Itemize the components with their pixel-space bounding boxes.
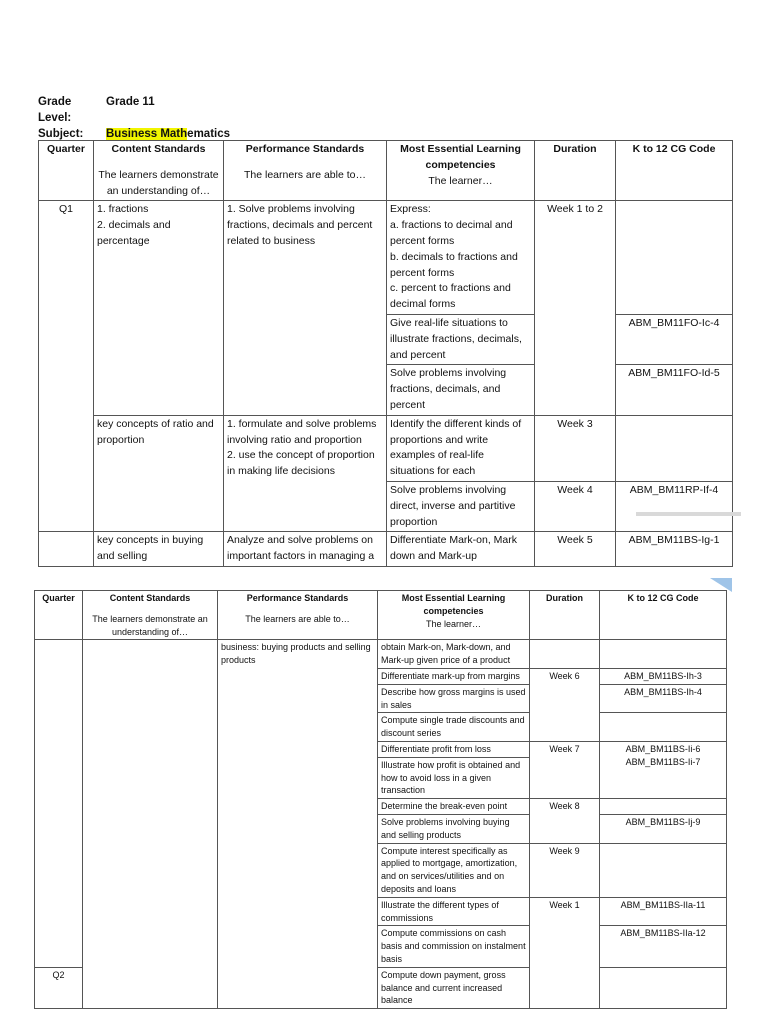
code-cell	[600, 741, 727, 798]
table-row	[35, 640, 727, 669]
header-quarter: Quarter	[35, 591, 83, 640]
performance-item: 2. use the concept of proportion in making life decisions	[227, 449, 375, 478]
melc-cell: Solve problems involving direct, inverse and partitive proportion	[387, 481, 535, 531]
header-melc-sub: The learner…	[428, 174, 493, 187]
content-standard-cell: key concepts of ratio and proportion	[94, 415, 224, 532]
header-duration: Duration	[530, 591, 600, 640]
header-performance-title: Performance Standards	[245, 143, 365, 155]
duration-cell: Week 1	[530, 897, 600, 1008]
melc-cell: Compute interest specifically as applied to mortgage, amortization, and on services/utilities and on deposits and loans	[378, 843, 530, 897]
code-line: ABM_BM11BS-Ii-6	[625, 743, 701, 754]
quarter-cell	[39, 415, 94, 532]
performance-item: 1. formulate and solve problems involving ratio and proportion	[227, 417, 377, 446]
header-melc-title: Most Essential Learning competencies	[400, 143, 521, 171]
code-cell	[600, 967, 727, 1008]
subject-highlight: Business Math	[106, 128, 188, 140]
melc-line: Express:	[390, 203, 431, 216]
header-content-standards	[83, 591, 218, 640]
melc-cell: Solve problems involving fractions, decimals, and percent	[387, 365, 535, 415]
melc-cell: Compute single trade discounts and discount series	[378, 713, 530, 742]
melc-cell: Illustrate the different types of commissions	[378, 897, 530, 926]
page-two	[0, 575, 768, 1024]
code-cell	[600, 843, 727, 897]
grade-level-label: Grade Level:	[38, 96, 72, 124]
duration-cell: Week 9	[530, 843, 600, 897]
melc-cell	[387, 201, 535, 315]
melc-cell: Give real-life situations to illustrate fractions, decimals, and percent	[387, 314, 535, 364]
performance-standard-cell: business: buying products and selling products	[218, 640, 378, 1009]
duration-cell: Week 6	[530, 668, 600, 741]
grade-level-value: Grade 11	[106, 96, 155, 108]
table-row	[39, 415, 733, 481]
page-shadow	[636, 512, 741, 516]
header-content-sub: The learners demonstrate an understanding of…	[98, 168, 219, 197]
header-performance-sub: The learners are able to…	[244, 168, 366, 181]
code-cell	[600, 799, 727, 815]
header-performance-standards	[218, 591, 378, 640]
duration-cell: Week 5	[535, 532, 616, 567]
header-content-standards	[94, 141, 224, 201]
duration-cell: Week 3	[535, 415, 616, 481]
header-duration: Duration	[535, 141, 616, 201]
code-cell: ABM_BM11BS-IIa-11	[600, 897, 727, 926]
melc-cell: Compute commissions on cash basis and commission on instalment basis	[378, 926, 530, 967]
melc-cell: Differentiate mark-up from margins	[378, 668, 530, 684]
header-content-title: Content Standards	[109, 593, 191, 603]
header-code: K to 12 CG Code	[616, 141, 733, 201]
code-cell: ABM_BM11BS-IIa-12	[600, 926, 727, 967]
duration-cell	[530, 640, 600, 669]
melc-line: b. decimals to fractions and percent forms	[390, 250, 518, 279]
melc-cell: Differentiate Mark-on, Mark down and Mark-up	[387, 532, 535, 567]
header-code: K to 12 CG Code	[600, 591, 727, 640]
code-cell: ABM_BM11BS-Ih-4	[600, 684, 727, 713]
header-performance-standards	[224, 141, 387, 201]
header-content-sub: The learners demonstrate an understanding of…	[92, 613, 208, 637]
melc-cell: Compute down payment, gross balance and current increased balance	[378, 967, 530, 1008]
duration-cell: Week 7	[530, 741, 600, 798]
code-cell	[600, 640, 727, 669]
header-performance-title: Performance Standards	[246, 593, 349, 603]
code-cell: ABM_BM11BS-Ig-1	[616, 532, 733, 567]
quarter-cell	[35, 640, 83, 967]
content-standard-cell	[83, 640, 218, 1009]
melc-cell: Solve problems involving buying and selling products	[378, 814, 530, 843]
table-row	[39, 532, 733, 567]
code-cell	[616, 201, 733, 315]
header-melc-sub: The learner…	[425, 618, 482, 629]
document-meta	[38, 94, 230, 142]
duration-cell: Week 8	[530, 799, 600, 843]
melc-cell: Differentiate profit from loss	[378, 741, 530, 757]
melc-cell: Describe how gross margins is used in sales	[378, 684, 530, 713]
performance-standard-cell: 1. Solve problems involving fractions, decimals and percent related to business	[224, 201, 387, 415]
content-standard-cell: key concepts in buying and selling	[94, 532, 224, 567]
header-melc-title: Most Essential Learning competencies	[401, 593, 506, 616]
curriculum-table-page1	[38, 140, 733, 567]
melc-line: c. percent to fractions and decimal forms	[390, 282, 511, 311]
code-cell: ABM_BM11BS-Ih-3	[600, 668, 727, 684]
code-cell: ABM_BM11BS-Ij-9	[600, 814, 727, 843]
code-cell: ABM_BM11FO-Id-5	[616, 365, 733, 415]
content-standard-cell	[94, 201, 224, 415]
melc-line: a. fractions to decimal and percent forms	[390, 219, 513, 247]
melc-cell: Illustrate how profit is obtained and how to avoid loss in a given transaction	[378, 757, 530, 798]
code-cell: ABM_BM11FO-Ic-4	[616, 314, 733, 364]
header-performance-sub: The learners are able to…	[245, 613, 350, 624]
melc-cell: obtain Mark-on, Mark-down, and Mark-up given price of a product	[378, 640, 530, 669]
code-line: ABM_BM11BS-Ii-7	[625, 756, 701, 767]
table-row	[39, 201, 733, 315]
header-melc	[387, 141, 535, 201]
code-cell	[600, 713, 727, 742]
curriculum-table-page2	[34, 590, 727, 1009]
header-melc	[378, 591, 530, 640]
code-cell	[616, 415, 733, 481]
table-header-row	[39, 141, 733, 201]
header-quarter: Quarter	[39, 141, 94, 201]
header-content-title: Content Standards	[111, 143, 206, 155]
melc-cell: Identify the different kinds of proportions and write examples of real-life situations for each	[387, 415, 535, 481]
duration-cell: Week 4	[535, 481, 616, 531]
performance-standard-cell	[224, 415, 387, 532]
quarter-cell	[39, 532, 94, 567]
melc-cell: Determine the break-even point	[378, 799, 530, 815]
quarter-cell: Q1	[39, 201, 94, 415]
subject-value-rest: ematics	[187, 128, 231, 140]
quarter-cell: Q2	[35, 967, 83, 1008]
content-item: 2. decimals and percentage	[97, 219, 171, 247]
code-cell: ABM_BM11RP-If-4	[616, 481, 733, 531]
performance-standard-cell: Analyze and solve problems on important factors in managing a	[224, 532, 387, 567]
content-item: 1. fractions	[97, 203, 149, 216]
table-header-row	[35, 591, 727, 640]
duration-cell: Week 1 to 2	[535, 201, 616, 415]
subject-label: Subject:	[38, 128, 84, 140]
